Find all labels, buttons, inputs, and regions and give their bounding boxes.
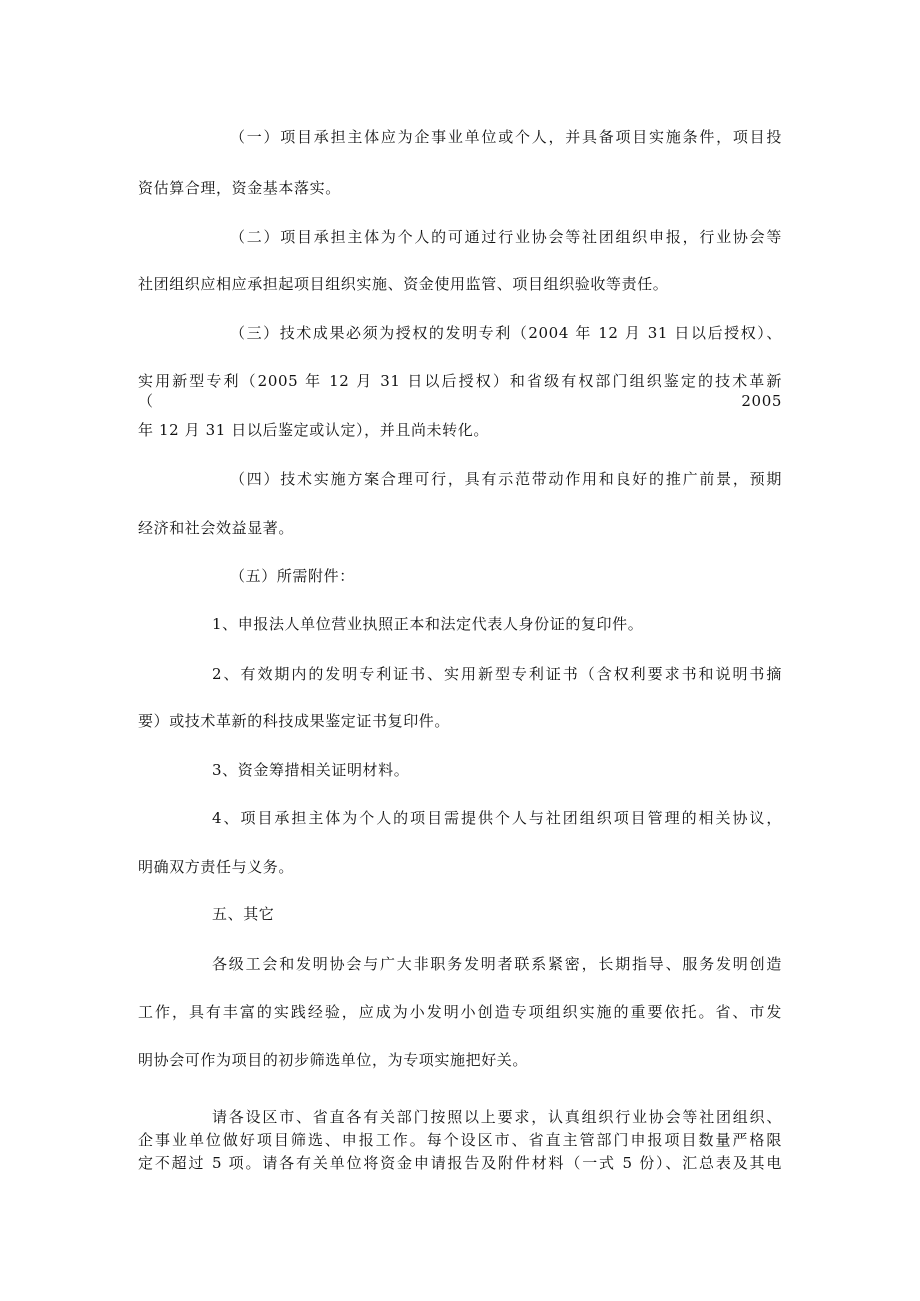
paragraph-other-line-3: 明协会可作为项目的初步筛选单位，为专项实施把好关。 bbox=[138, 1051, 529, 1069]
paragraph-5-line-1: （五）所需附件： bbox=[230, 567, 355, 585]
paragraph-4-line-2: 经济和社会效益显著。 bbox=[138, 519, 295, 537]
paragraph-2-line-2: 社团组织应相应承担起项目组织实施、资金使用监管、项目组织验收等责任。 bbox=[138, 275, 669, 293]
attachment-item-2-line-2: 要）或技术革新的科技成果鉴定证书复印件。 bbox=[138, 712, 451, 730]
section-heading-other: 五、其它 bbox=[212, 905, 275, 923]
paragraph-request-line-1: 请各设区市、省直各有关部门按照以上要求，认真组织行业协会等社团组织、 bbox=[212, 1108, 782, 1126]
paragraph-request-line-3: 定不超过 5 项。请各有关单位将资金申请报告及附件材料（一式 5 份）、汇总表及其电 bbox=[138, 1154, 782, 1172]
attachment-item-2-line-1: 2、有效期内的发明专利证书、实用新型专利证书（含权利要求书和说明书摘 bbox=[212, 665, 782, 683]
paragraph-other-line-2: 工作，具有丰富的实践经验，应成为小发明小创造专项组织实施的重要依托。省、市发 bbox=[138, 1003, 782, 1021]
paragraph-3-line-1: （三）技术成果必须为授权的发明专利（2004 年 12 月 31 日以后授权）、 bbox=[230, 324, 782, 342]
paragraph-4-line-1: （四）技术实施方案合理可行，具有示范带动作用和良好的推广前景，预期 bbox=[230, 470, 782, 488]
attachment-item-3: 3、资金筹措相关证明材料。 bbox=[212, 761, 410, 779]
paragraph-3-line-3: 年 12 月 31 日以后鉴定或认定），并且尚未转化。 bbox=[138, 421, 489, 439]
paragraph-1-line-2: 资估算合理，资金基本落实。 bbox=[138, 179, 341, 197]
attachment-item-4-line-2: 明确双方责任与义务。 bbox=[138, 858, 295, 876]
paragraph-3-line-2: 实用新型专利（2005 年 12 月 31 日以后授权）和省级有权部门组织鉴定的技术革新（2005 bbox=[138, 372, 782, 410]
attachment-item-1: 1、申报法人单位营业执照正本和法定代表人身份证的复印件。 bbox=[212, 615, 644, 633]
paragraph-2-line-1: （二）项目承担主体为个人的可通过行业协会等社团组织申报，行业协会等 bbox=[230, 228, 782, 246]
attachment-item-4-line-1: 4、项目承担主体为个人的项目需提供个人与社团组织项目管理的相关协议， bbox=[212, 809, 782, 827]
paragraph-other-line-1: 各级工会和发明协会与广大非职务发明者联系紧密，长期指导、服务发明创造 bbox=[212, 955, 782, 973]
paragraph-request-line-2: 企事业单位做好项目筛选、申报工作。每个设区市、省直主管部门申报项目数量严格限 bbox=[138, 1131, 782, 1149]
paragraph-1-line-1: （一）项目承担主体应为企事业单位或个人，并具备项目实施条件，项目投 bbox=[230, 128, 782, 146]
